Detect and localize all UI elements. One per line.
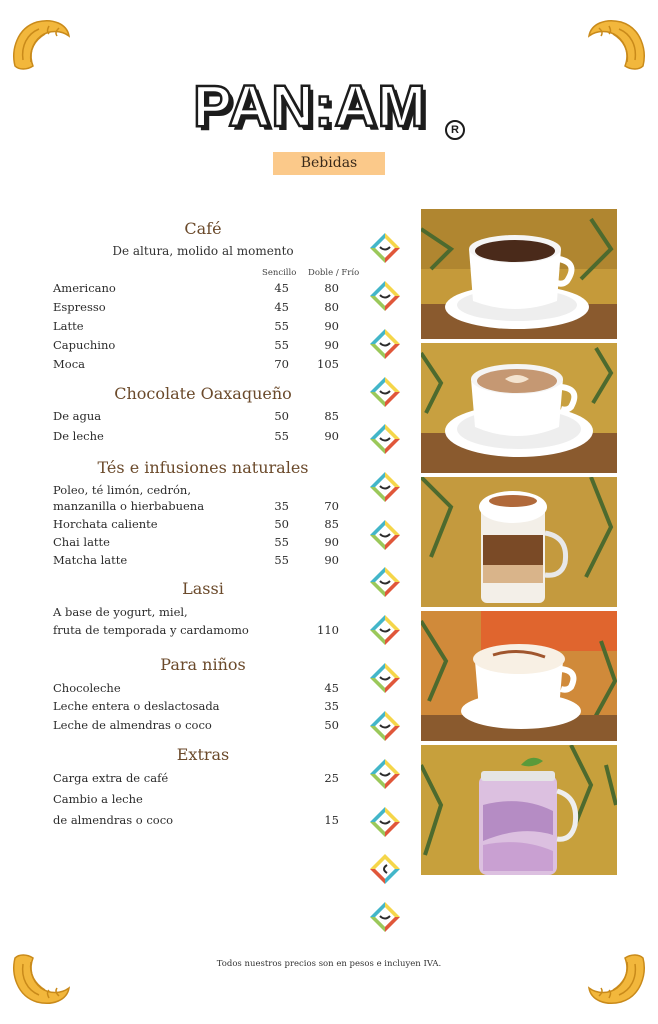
item-name: de almendras o coco [53,813,174,827]
menu-item [53,429,353,447]
item-name: Leche entera o deslactosada [53,699,220,713]
price-double: 90 [324,535,339,549]
footer-note: Todos nuestros precios son en pesos e incluyen IVA. [216,959,442,969]
price-single: 55 [274,338,289,352]
item-name: Latte [53,319,84,333]
price-double: 105 [317,357,339,371]
cafe-subtitle: De altura, molido al momento [112,244,294,258]
item-name: Matcha latte [53,553,128,567]
heading-lassi: Lassi [182,579,224,598]
item-name: A base de yogurt, miel, [53,605,188,619]
menu-item [53,357,353,375]
section-badge-bebidas: Bebidas [273,152,385,175]
item-name: fruta de temporada y cardamomo [53,623,249,637]
heading-extras: Extras [176,745,230,764]
item-name: Americano [53,281,116,295]
brand-name: PAN:AM [193,74,427,139]
price-single: 55 [274,429,289,443]
diamond-ornament [369,376,401,408]
menu-item [53,681,353,699]
item-name: Horchata caliente [53,517,158,531]
price-double: 80 [324,281,339,295]
menu-item [53,409,353,427]
diamond-ornament [369,280,401,312]
item-name: De agua [53,409,102,423]
price-single: 55 [274,319,289,333]
photo-cappuccino-cup [421,611,617,741]
price-single: 50 [274,409,289,423]
diamond-ornament [369,710,401,742]
photo-lassi-jar [421,745,617,875]
column-header-double: Doble / Frío [308,268,360,278]
price-double: 90 [324,338,339,352]
menu-item [53,300,353,318]
column-header-single: Sencillo [262,268,297,278]
diamond-ornament [369,328,401,360]
diamond-ornament [369,232,401,264]
price: 50 [324,718,339,732]
item-name: Chocoleche [53,681,121,695]
diamond-ornament [369,806,401,838]
price-double: 80 [324,300,339,314]
price-double: 90 [324,429,339,443]
item-name: Cambio a leche [53,792,143,806]
price-single: 55 [274,535,289,549]
item-name: Poleo, té limón, cedrón, [53,483,191,497]
menu-item [53,338,353,356]
heading-para-ninos: Para niños [160,655,246,674]
price-double: 85 [324,409,339,423]
menu-item [53,319,353,337]
item-name: Capuchino [53,338,116,352]
price-double: 90 [324,319,339,333]
croissant-decoration-top-right [587,16,649,72]
item-name: Leche de almendras o coco [53,718,212,732]
heading-tes: Tés e infusiones naturales [97,458,309,477]
diamond-ornament [369,614,401,646]
menu-item [53,605,353,623]
diamond-ornament [369,519,401,551]
price-single: 55 [274,553,289,567]
price-double: 90 [324,553,339,567]
photo-americano-cup [421,209,617,339]
price-single: 50 [274,517,289,531]
price: 45 [324,681,339,695]
item-name: manzanilla o hierbabuena [53,499,205,513]
price-single: 45 [274,300,289,314]
menu-item [53,535,353,553]
price-double: 85 [324,517,339,531]
menu-item [53,623,353,641]
menu-item [53,281,353,299]
item-name: Carga extra de café [53,771,169,785]
menu-item [53,792,353,810]
menu-item [53,553,353,571]
diamond-ornament [369,901,401,933]
price-single: 35 [274,499,289,513]
item-name: Chai latte [53,535,110,549]
price: 35 [324,699,339,713]
diamond-ornament [369,853,401,885]
price-single: 45 [274,281,289,295]
item-name: Moca [53,357,85,371]
diamond-ornament [369,423,401,455]
registered-mark: R [445,120,465,140]
heading-cafe: Café [184,219,222,238]
menu-item [53,517,353,535]
menu-item [53,771,353,789]
diamond-ornament [369,566,401,598]
croissant-decoration-top-left [9,16,71,72]
photo-layered-latte-glass [421,477,617,607]
diamond-ornament [369,662,401,694]
price-double: 70 [324,499,339,513]
diamond-ornament [369,758,401,790]
brand-logo [193,76,469,138]
heading-chocolate: Chocolate Oaxaqueño [114,384,292,403]
price: 110 [317,623,339,637]
item-name: De leche [53,429,104,443]
menu-item [53,499,353,517]
menu-item [53,813,353,831]
price: 15 [324,813,339,827]
price: 25 [324,771,339,785]
diamond-ornament [369,471,401,503]
photo-latte-cup [421,343,617,473]
price-single: 70 [274,357,289,371]
item-name: Espresso [53,300,106,314]
menu-item [53,718,353,736]
menu-item [53,699,353,717]
